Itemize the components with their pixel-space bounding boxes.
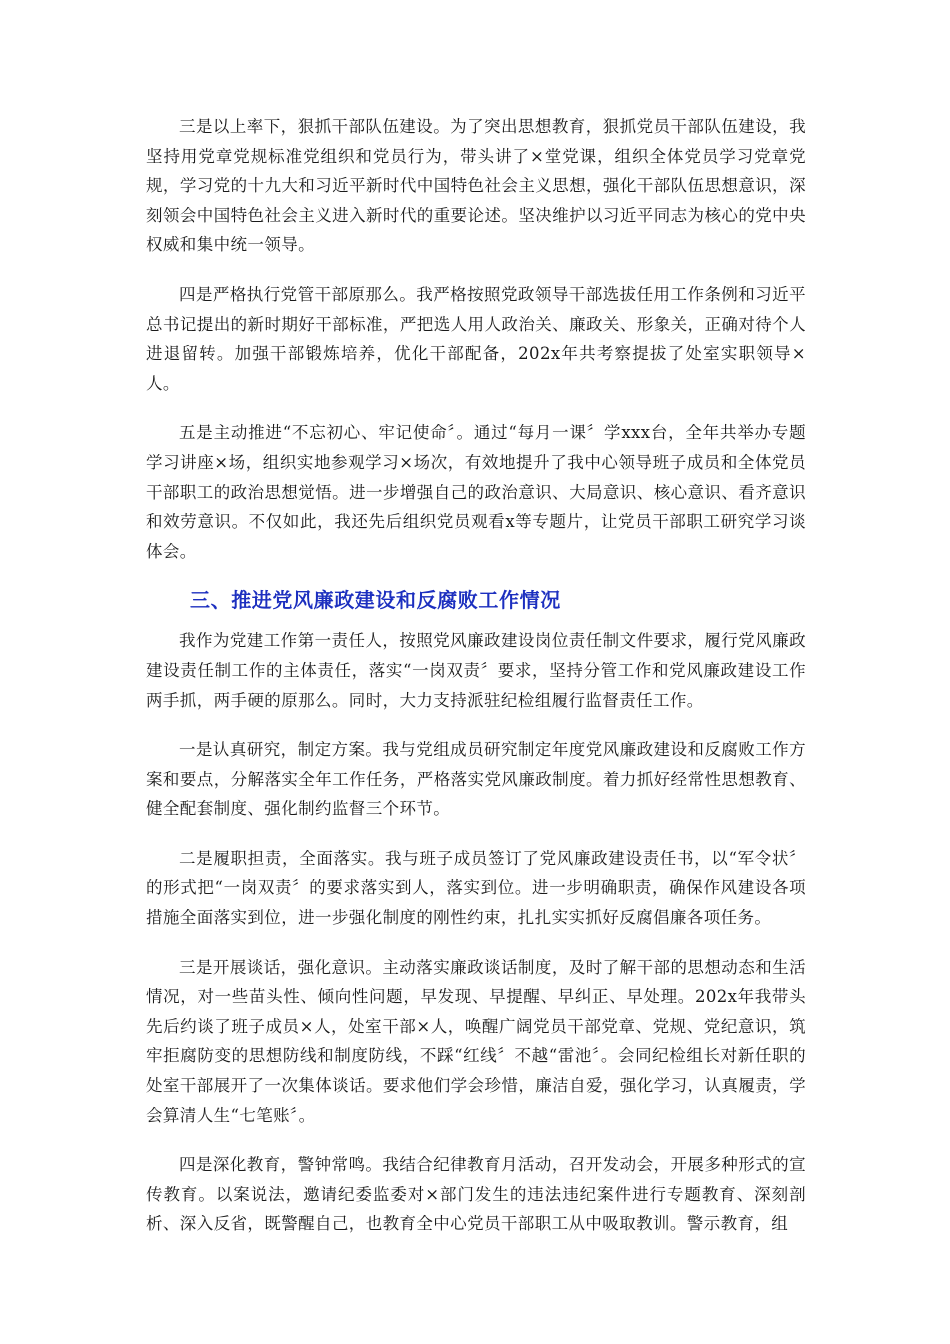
- paragraph-point-three-talks: 三是开展谈话，强化意识。主动落实廉政谈话制度，及时了解干部的思想动态和生活情况，对一些苗头性、倾向性问题，早发现、早提醒、早纠正、早处理。202x年我带头先后约谈了班子成员×人，处室干部×人，唤醒广阔党员干部党章、党规、党纪意识，筑牢拒腐防变的思想防线和制度防线，不踩“红线〞不越“雷池〞。会同纪检组长对新任职的处室干部展开了一次集体谈话。要求他们学会珍惜，廉洁自爱，强化学习，认真履责，学会算清人生“七笔账〞。: [146, 957, 806, 1125]
- paragraph-point-one-plan: 一是认真研究，制定方案。我与党组成员研究制定年度党风廉政建设和反腐败工作方案和要点，分解落实全年工作任务，严格落实党风廉政制度。着力抓好经常性思想教育、健全配套制度、强化制约监督三个环节。: [146, 740, 806, 819]
- paragraph-point-three-team-building: 三是以上率下，狠抓干部队伍建设。为了突出思想教育，狠抓党员干部队伍建设，我坚持用党章党规标准党组织和党员行为，带头讲了×堂党课，组织全体党员学习党章党规，学习党的十九大和习近平新时代中国特色社会主义思想，强化干部队伍思想意识，深刻领会中国特色社会主义进入新时代的重要论述。坚决维护以习近平同志为核心的党中央权威和集中统一领导。: [146, 117, 806, 255]
- paragraph-point-two-duty: 二是履职担责，全面落实。我与班子成员签订了党风廉政建设责任书，以“军令状〞的形式把“一岗双责〞的要求落实到人，落实到位。进一步明确职责，确保作风建设各项措施全面落实到位，进一步强化制度的刚性约束，扎扎实实抓好反腐倡廉各项任务。: [146, 848, 806, 928]
- document-body: [146, 112, 806, 1259]
- section-heading: 三、推进党风廉政建设和反腐败工作情况: [190, 588, 561, 613]
- paragraph-point-four-cadre-management: 四是严格执行党管干部原那么。我严格按照党政领导干部选拔任用工作条例和习近平总书记提出的新时期好干部标准，严把选人用人政治关、廉政关、形象关，正确对待个人进退留转。加强干部锻炼培养，优化干部配备，202x年共考察提拔了处室实职领导×人。: [146, 284, 806, 393]
- paragraph-point-five-original-mission: 五是主动推进“不忘初心、牢记使命〞。通过“每月一课〞学xxx台，全年共举办专题学习讲座×场，组织实地参观学习×场次，有效地提升了我中心领导班子成员和全体党员干部职工的政治思想觉悟。进一步增强自己的政治意识、大局意识、核心意识、看齐意识和效劳意识。不仅如此，我还先后组织党员观看x等专题片，让党员干部职工研究学习谈体会。: [146, 423, 806, 561]
- paragraph-intro-responsibility: 我作为党建工作第一责任人，按照党风廉政建设岗位责任制文件要求，履行党风廉政建设责任制工作的主体责任，落实“一岗双责〞要求，坚持分管工作和党风廉政建设工作两手抓，两手硬的原那么。同时，大力支持派驻纪检组履行监督责任工作。: [146, 631, 806, 710]
- paragraph-point-four-education: 四是深化教育，警钟常鸣。我结合纪律教育月活动，召开发动会，开展多种形式的宣传教育。以案说法，邀请纪委监委对×部门发生的违法违纪案件进行专题教育、深刻剖析、深入反省，既警醒自己，也教育全中心党员干部职工从中吸取教训。警示教育，组: [146, 1155, 806, 1234]
